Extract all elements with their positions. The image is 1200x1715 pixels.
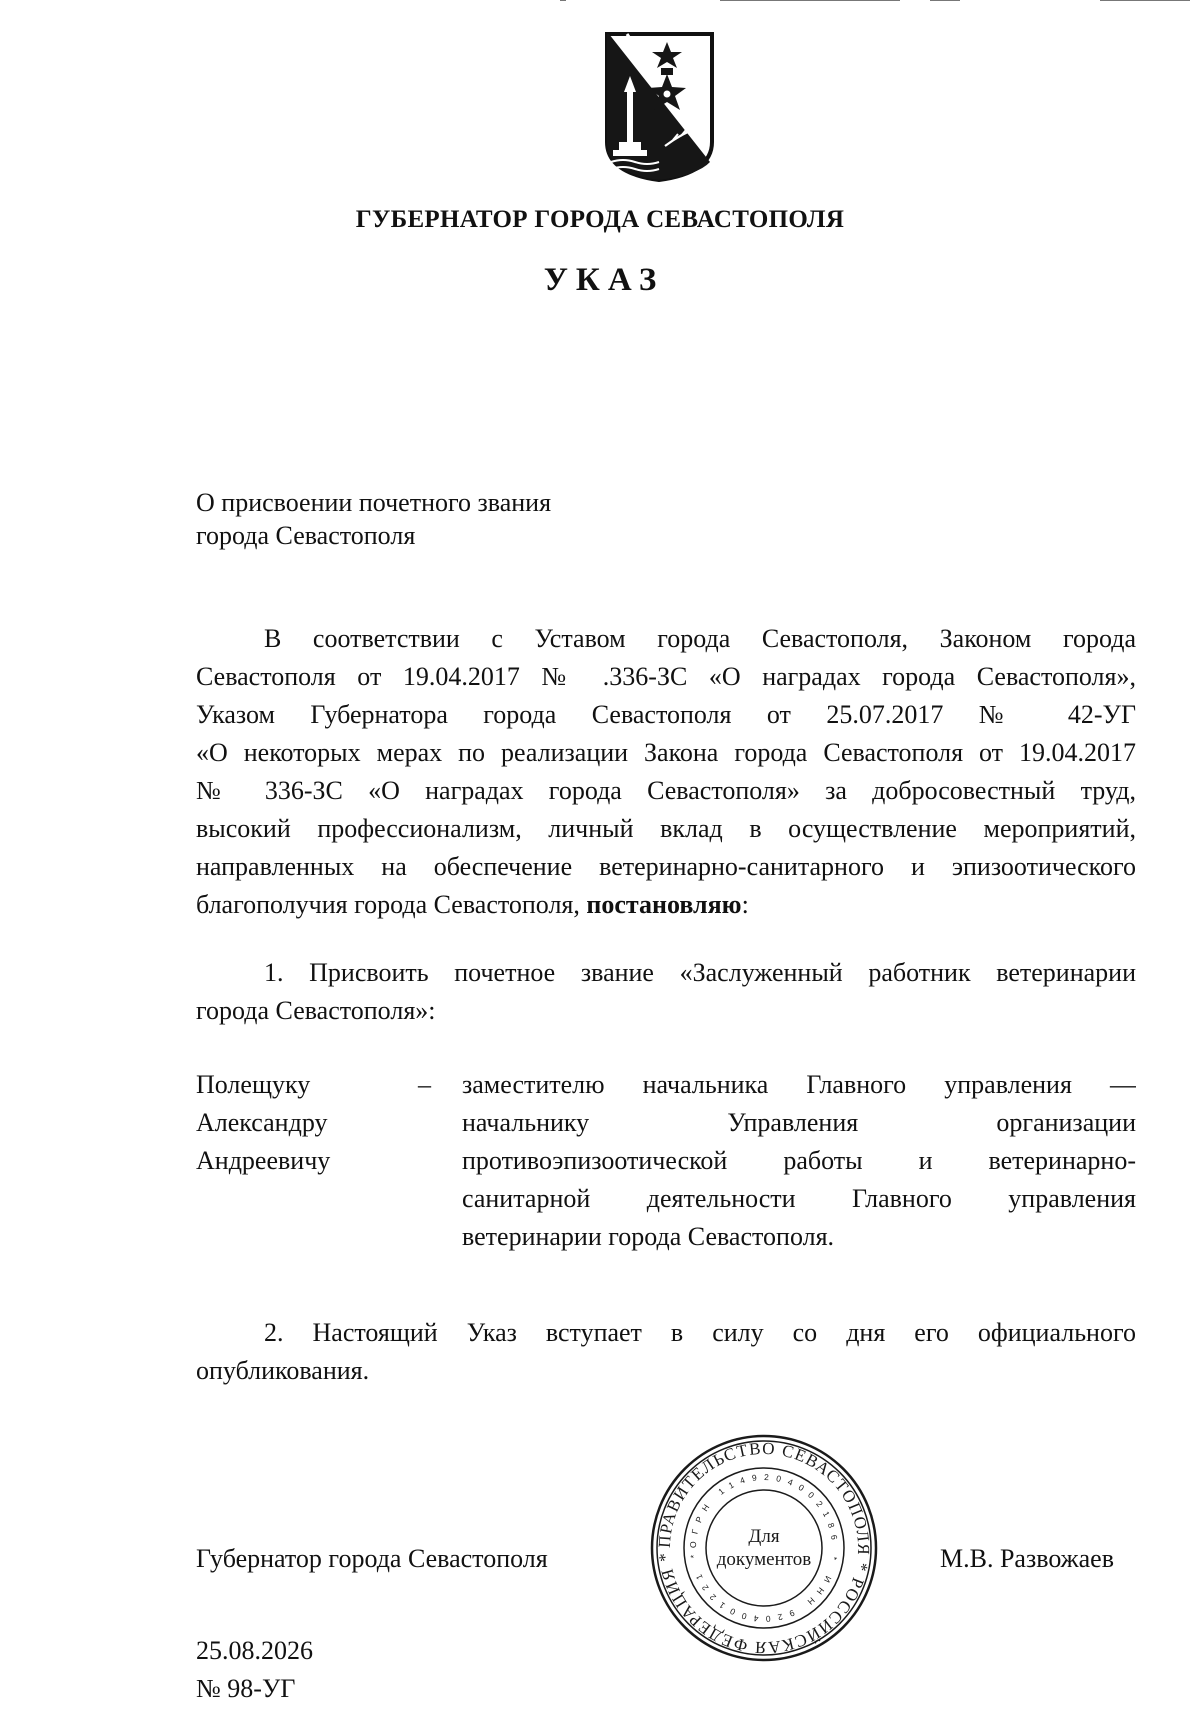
signatory-name: М.В. Развожаев	[940, 1544, 1115, 1573]
paragraph-line: «О некоторых мерах по реализации Закона города Севастополя от 19.04.2017	[196, 738, 1136, 767]
awardee-name	[196, 1066, 330, 1180]
paragraph-line-text: благополучия города Севастополя,	[196, 890, 580, 919]
document-type-heading: УКАЗ	[543, 262, 665, 298]
stamp-inner-text: ОГРН 1149204002186 * ИНН 9204001221 *	[687, 1471, 841, 1625]
paragraph-line: 1. Присвоить почетное звание «Заслуженный работник ветеринарии	[264, 958, 1136, 987]
signatory-title: Губернатор города Севастополя	[196, 1544, 548, 1573]
awardee-name-line: Андреевичу	[196, 1146, 331, 1175]
stamp-outer-text: ПРАВИТЕЛЬСТВО СЕВАСТОПОЛЯ * РОССИЙСКАЯ ФЕДЕРАЦИЯ *	[654, 1438, 874, 1658]
subject-line: города Севастополя	[196, 521, 416, 550]
issuing-authority-title: ГУБЕРНАТОР ГОРОДА СЕВАСТОПОЛЯ	[355, 206, 845, 233]
subject-line: О присвоении почетного звания	[196, 488, 552, 517]
paragraph-line: № 336-ЗС «О наградах города Севастополя» за добросовестный труд,	[196, 776, 1136, 805]
stamp-center-line: документов	[716, 1549, 812, 1570]
paragraph-line	[196, 886, 1136, 924]
position-line: ветеринарии города Севастополя.	[462, 1222, 835, 1251]
scan-artifact	[560, 0, 1200, 2]
paragraph-line: 2. Настоящий Указ вступает в силу со дня его официального	[264, 1318, 1136, 1347]
paragraph-line: высокий профессионализм, личный вклад в осуществление мероприятий,	[196, 814, 1136, 843]
decree-date: 25.08.2026	[196, 1636, 313, 1665]
paragraph-line: города Севастополя»:	[196, 996, 436, 1025]
awardee-name-line: Полещуку	[196, 1070, 311, 1099]
paragraph-line: Указом Губернатора города Севастополя от 25.07.2017 № 42-УГ	[196, 700, 1136, 729]
position-line: санитарной деятельности Главного управления	[462, 1184, 1136, 1213]
stamp-center-line: Для	[748, 1526, 780, 1547]
paragraph-line: опубликования.	[196, 1356, 370, 1385]
position-line: начальнику Управления организации	[462, 1108, 1136, 1137]
resolve-colon: :	[741, 890, 749, 919]
resolve-word: постановляю	[586, 890, 742, 919]
sevastopol-coat-of-arms-icon	[603, 30, 716, 183]
paragraph-line: Севастополя от 19.04.2017 № .336-ЗС «О наградах города Севастополя»,	[196, 662, 1136, 691]
official-stamp	[648, 1432, 880, 1664]
decree-number: № 98-УГ	[196, 1674, 296, 1703]
position-line: противоэпизоотической работы и ветеринарно-	[462, 1146, 1136, 1175]
awardee-dash: –	[418, 1070, 431, 1099]
decree-subject	[196, 486, 551, 552]
paragraph-line: В соответствии с Уставом города Севастополя, Законом города	[264, 624, 1136, 653]
position-line: заместителю начальника Главного управления —	[462, 1070, 1136, 1099]
awardee-name-line: Александру	[196, 1108, 328, 1137]
paragraph-line: направленных на обеспечение ветеринарно-санитарного и эпизоотического	[196, 852, 1136, 881]
